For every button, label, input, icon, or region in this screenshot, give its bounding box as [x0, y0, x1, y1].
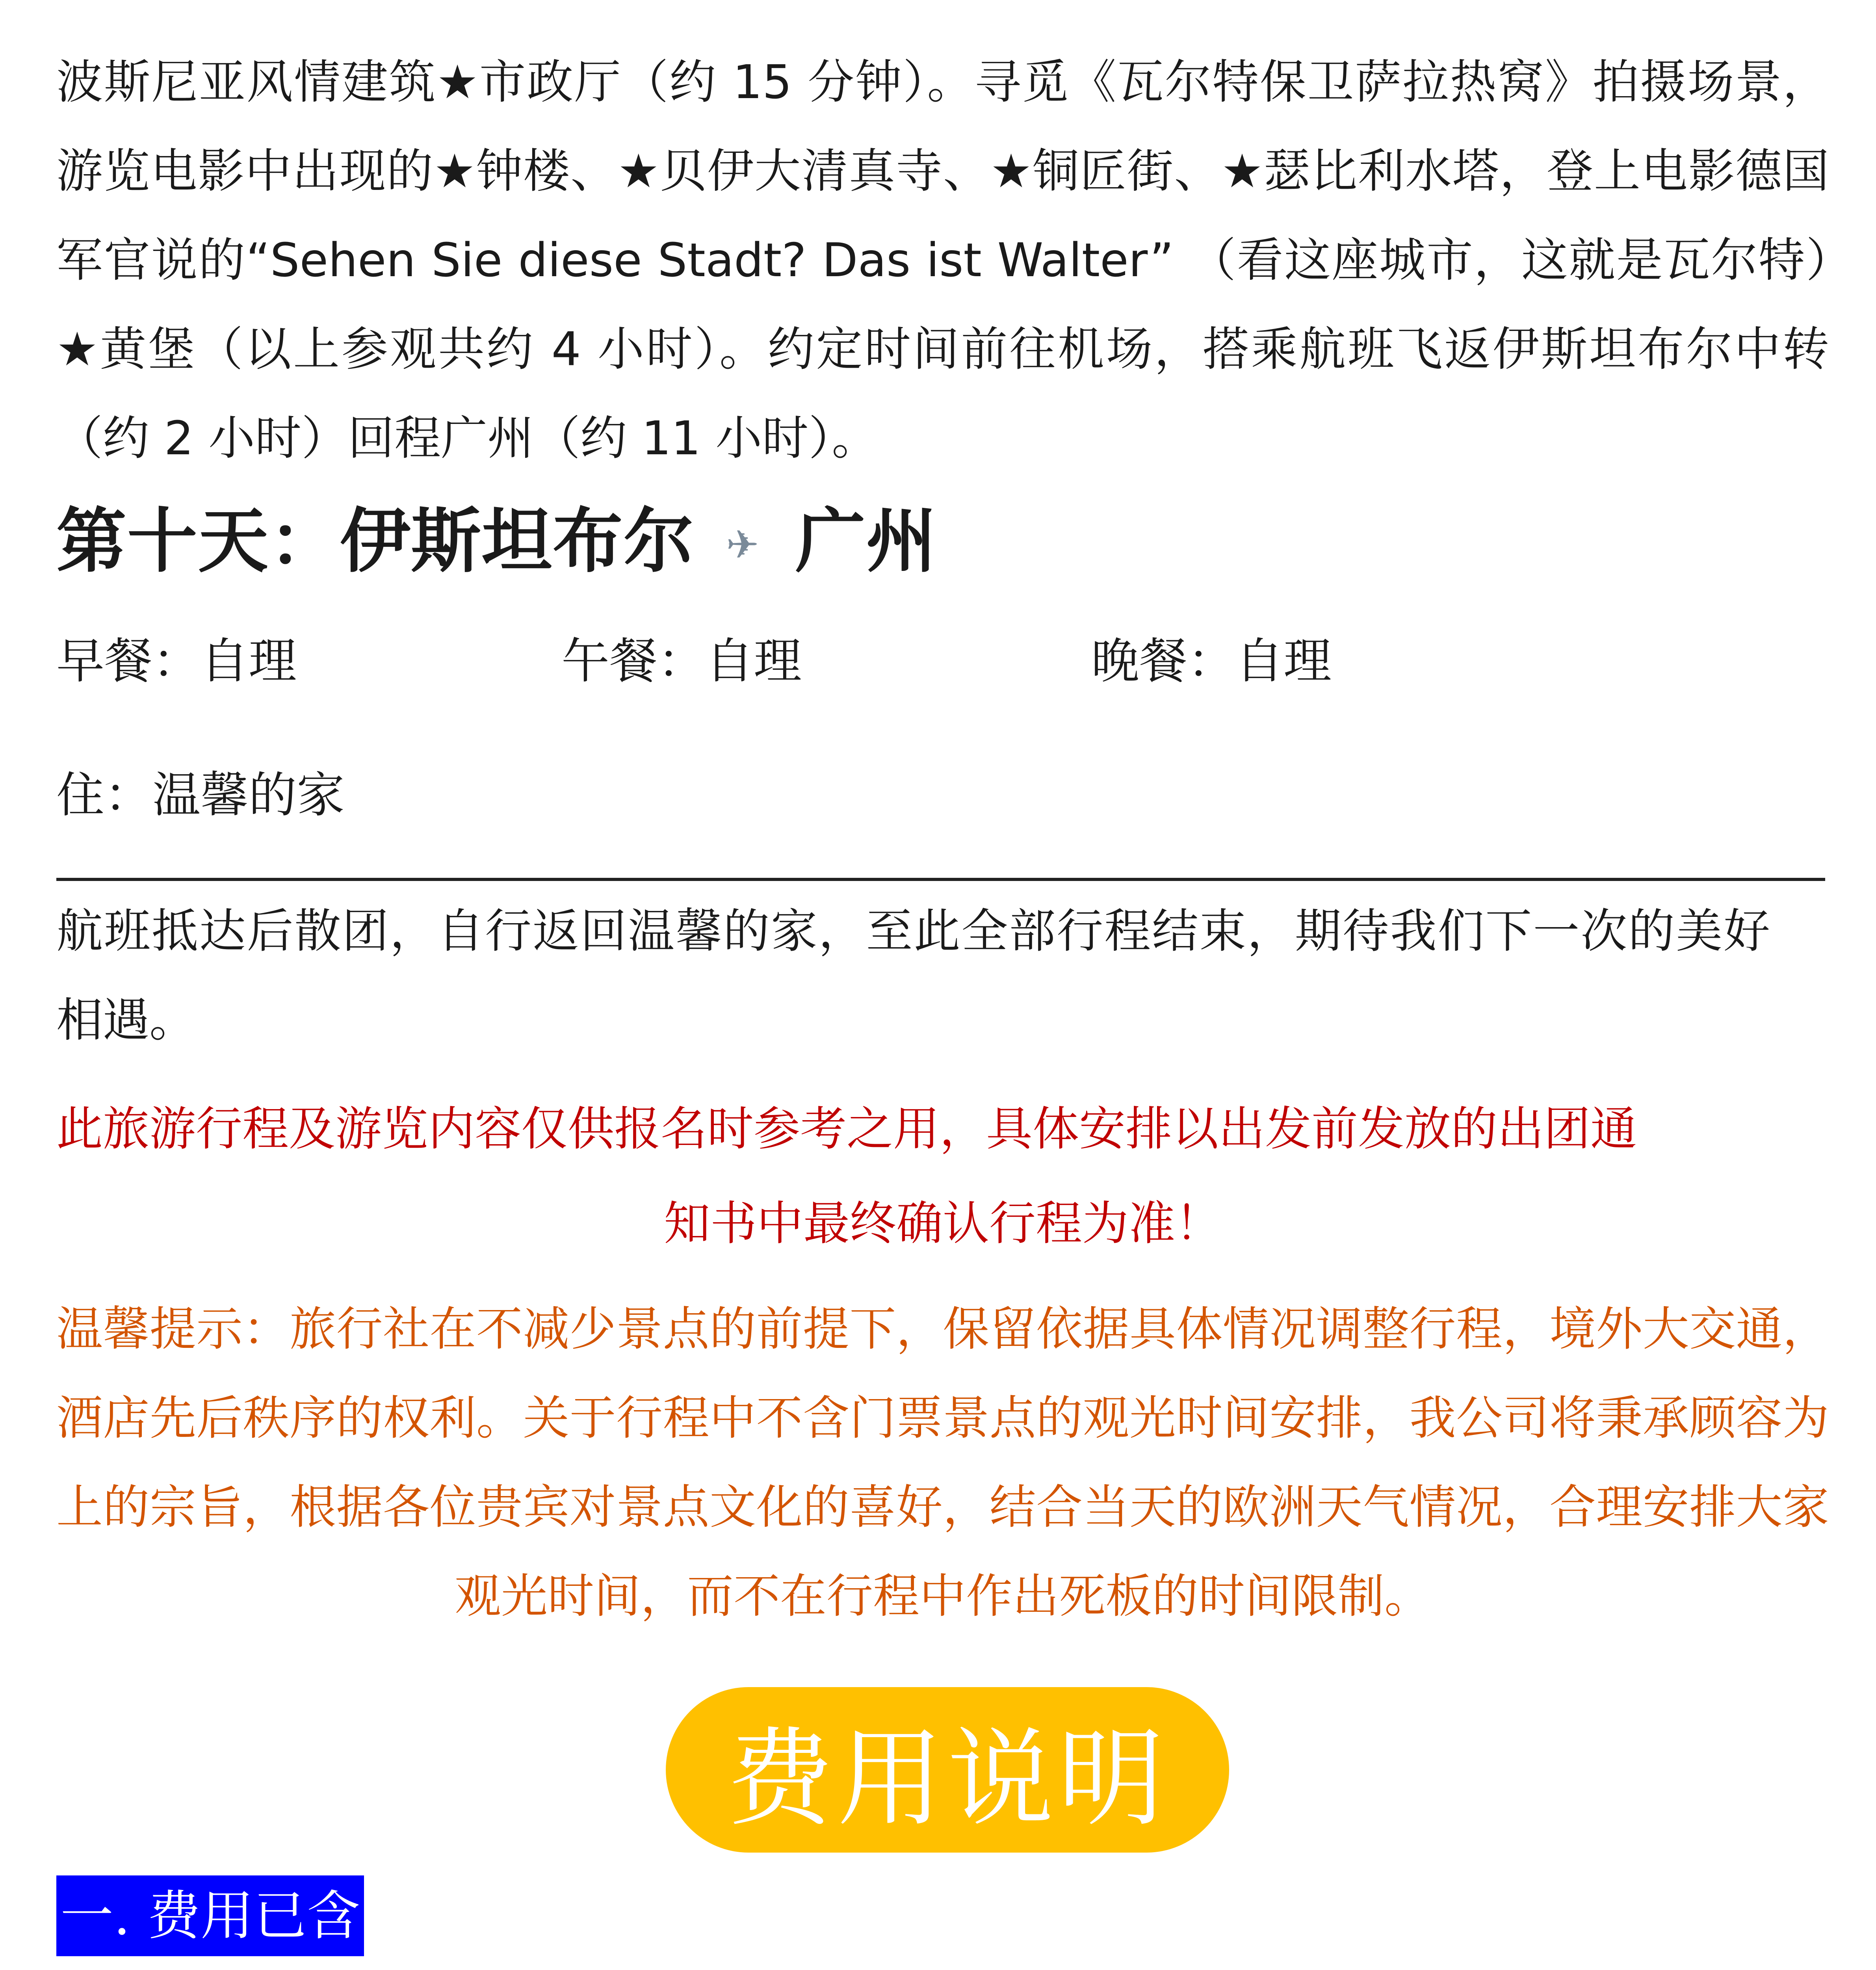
breakfast-info: 早餐：自理	[56, 633, 297, 689]
dinner-info: 晚餐：自理	[1091, 633, 1332, 689]
previous-day-description: 波斯尼亚风情建筑★市政厅（约 15 分钟）。寻觅《瓦尔特保卫萨拉热窝》拍摄场景，游览电影中出现的★钟楼、★贝伊大清真寺、★铜匠街、★瑟比利水塔，登上电影德国军官说的“Sehen Sie diese Stadt? Das ist Walter” （看这座城市，这就是瓦尔特）★黄堡（以上参观共约 4 小时）。约定时间前往机场，搭乘航班飞返伊斯坦布尔中转（约 2 小时）回程广州（约 11 小时）。	[56, 55, 1829, 465]
day-title-origin: 第十天：伊斯坦布尔	[56, 500, 695, 582]
fee-title-text: 费用说明	[727, 1717, 1168, 1841]
notice-line-2: 知书中最终确认行程为准！	[663, 1196, 1222, 1251]
day-title-destination: 广州	[795, 500, 937, 582]
fee-section-title	[666, 1687, 1229, 1853]
divider	[56, 878, 1825, 881]
day-description: 航班抵达后散团，自行返回温馨的家，至此全部行程结束，期待我们下一次的美好相遇。	[56, 904, 1770, 1047]
notice-line-1: 此旅游行程及游览内容仅供报名时参考之用，具体安排以出发前发放的出团通	[56, 1102, 1637, 1156]
meals-row	[0, 623, 1876, 693]
lunch-info: 午餐：自理	[561, 633, 802, 689]
fees-included-label: 一. 费用已含	[56, 1875, 364, 1956]
airplane-icon: ✈	[726, 522, 760, 568]
accommodation-info: 住：温馨的家	[56, 767, 345, 823]
day-ten-heading	[56, 485, 937, 585]
warm-tips: 温馨提示：旅行社在不减少景点的前提下，保留依据具体情况调整行程，境外大交通，酒店先后秩序的权利。关于行程中不含门票景点的观光时间安排，我公司将秉承顾容为上的宗旨，根据各位贵宾对景点文化的喜好，结合当天的欧洲天气情况，合理安排大家观光时间，而不在行程中作出死板的时间限制。	[56, 1302, 1829, 1623]
